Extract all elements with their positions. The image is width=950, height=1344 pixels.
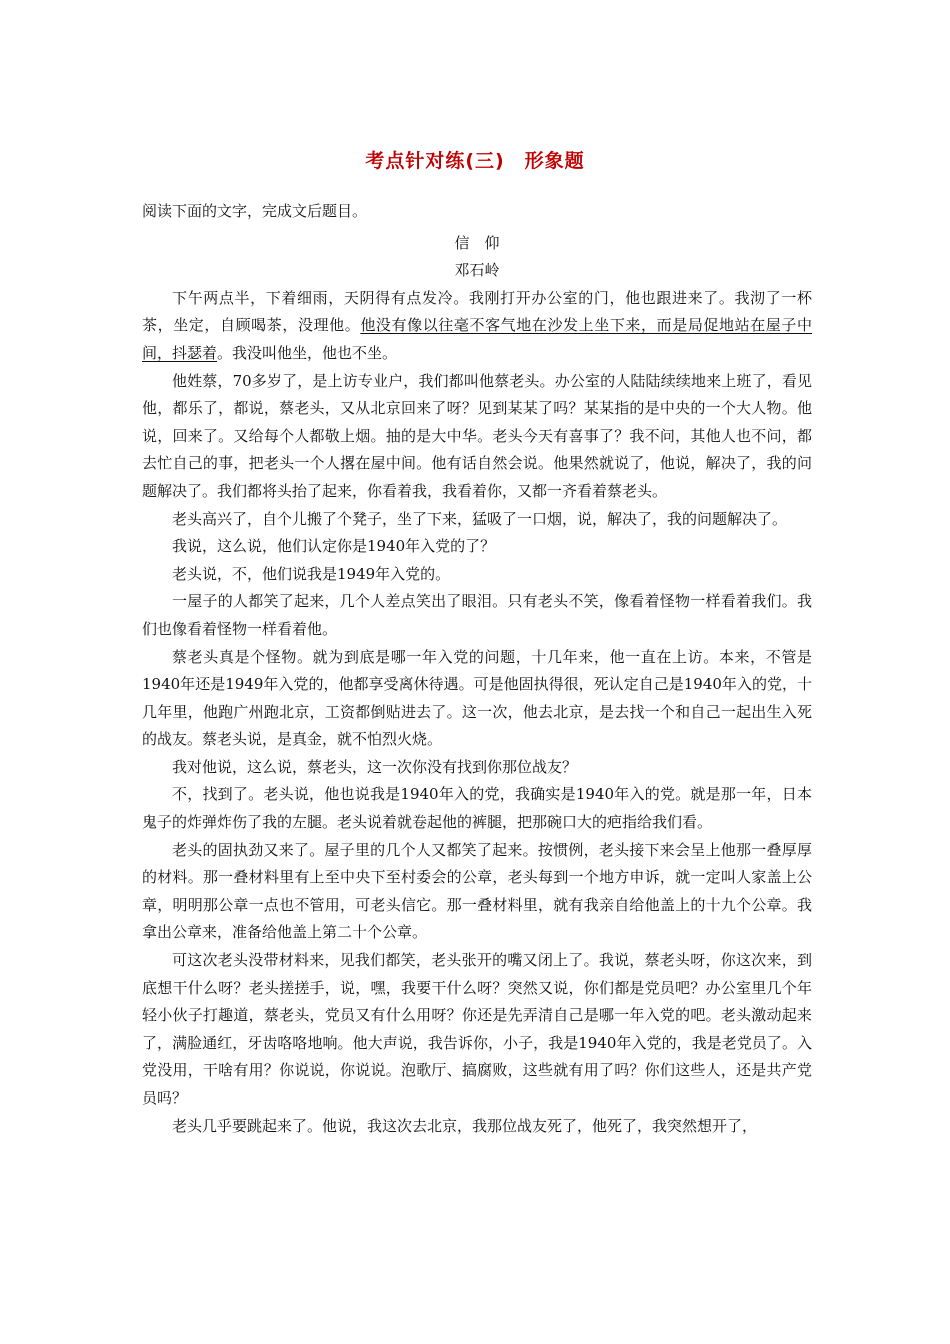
underlined-sentence: 他没有像以往毫不客气地在沙发上坐下来，而是局促地站在屋子中间，抖瑟着 <box>142 316 812 362</box>
author-name: 邓石岭 <box>454 261 500 280</box>
page-title: 考点针对练(三) 形象题 <box>365 150 585 172</box>
paragraph: 老头高兴了，自个儿搬了个凳子，坐了下来，猛吸了一口烟，说，解决了，我的问题解决了。 <box>172 509 788 528</box>
paragraph <box>142 285 812 368</box>
paragraph: 老头几乎要跳起来了。他说，我这次去北京，我那位战友死了，他死了，我突然想开了， <box>172 1116 758 1135</box>
story-title: 信 仰 <box>454 233 500 252</box>
paragraph: 老头说，不，他们说我是1949年入党的。 <box>172 564 451 583</box>
paragraph-text: 。我没叫他坐，他也不坐。 <box>217 343 398 362</box>
paragraph: 可这次老头没带材料来，见我们都笑，老头张开的嘴又闭上了。我说，蔡老头呀，你这次来，到底想干什么呀？老头搓搓手，说，嘿，我要干什么呀？突然又说，你们都是党员吧？办公室里几个年轻小伙子打趣道，蔡老头，党员又有什么用呀？你还是先弄清自己是哪一年入党的吧。老头激动起来了，满脸通红，牙齿咯咯地响。他大声说，我告诉你，小子，我是1940年入党的，我是老党员了。入党没用，干啥有用？你说说，你说说。泡歌厅、搞腐败，这些就有用了吗？你们这些人，还是共产党员吗？ <box>142 951 812 1107</box>
instruction-text: 阅读下面的文字，完成文后题目。 <box>142 202 368 220</box>
paragraph: 我对他说，这么说，蔡老头，这一次你没有找到你那位战友？ <box>172 757 578 776</box>
paragraph: 他姓蔡，70多岁了，是上访专业户，我们都叫他蔡老头。办公室的人陆陆续续地来上班了，看见他，都乐了，都说，蔡老头，又从北京回来了呀？见到某某了吗？某某指的是中央的一个大人物。他说，回来了。又给每个人都敬上烟。抽的是大中华。老头今天有喜事了？我不问，其他人也不问，都去忙自己的事，把老头一个人撂在屋中间。他有话自然会说。他果然就说了，他说，解决了，我的问题解决了。我们都将头抬了起来，你看着我，我看着你，又都一齐看着蔡老头。 <box>142 371 812 500</box>
article-body <box>142 198 812 1140</box>
paragraph: 一屋子的人都笑了起来，几个人差点笑出了眼泪。只有老头不笑，像看着怪物一样看着我们。我们也像看着怪物一样看着他。 <box>142 592 812 638</box>
paragraph: 老头的固执劲又来了。屋子里的几个人又都笑了起来。按惯例，老头接下来会呈上他那一叠厚厚的材料。那一叠材料里有上至中央下至村委会的公章，老头每到一个地方申诉，就一定叫人家盖上公章，明明那公章一点也不管用，可老头信它。那一叠材料里，就有我亲自给他盖上的十九个公章。我拿出公章来，准备给他盖上第二十个公章。 <box>142 840 812 942</box>
paragraph: 我说，这么说，他们认定你是1940年入党的了？ <box>172 537 496 556</box>
paragraph: 不，找到了。老头说，他也说我是1940年入的党，我确实是1940年入的党。就是那一年，日本鬼子的炸弹炸伤了我的左腿。老头说着就卷起他的裤腿，把那碗口大的疤指给我们看。 <box>142 785 812 832</box>
paragraph: 蔡老头真是个怪物。就为到底是哪一年入党的问题，十几年来，他一直在上访。本来，不管是1940年还是1949年入党的，他都享受离休待遇。可是他固执得很，死认定自己是1940年入的党，十几年里，他跑广州跑北京，工资都倒贴进去了。这一次，他去北京，是去找一个和自己一起出生入死的战友。蔡老头说，是真金，就不怕烈火烧。 <box>142 647 812 749</box>
paragraph-text: 下午两点半，下着细雨，天阴得有点发冷。我刚打开办公室的门，他也跟进来了。我沏了一杯茶，坐定，自顾喝茶，没理他。 <box>142 288 812 335</box>
